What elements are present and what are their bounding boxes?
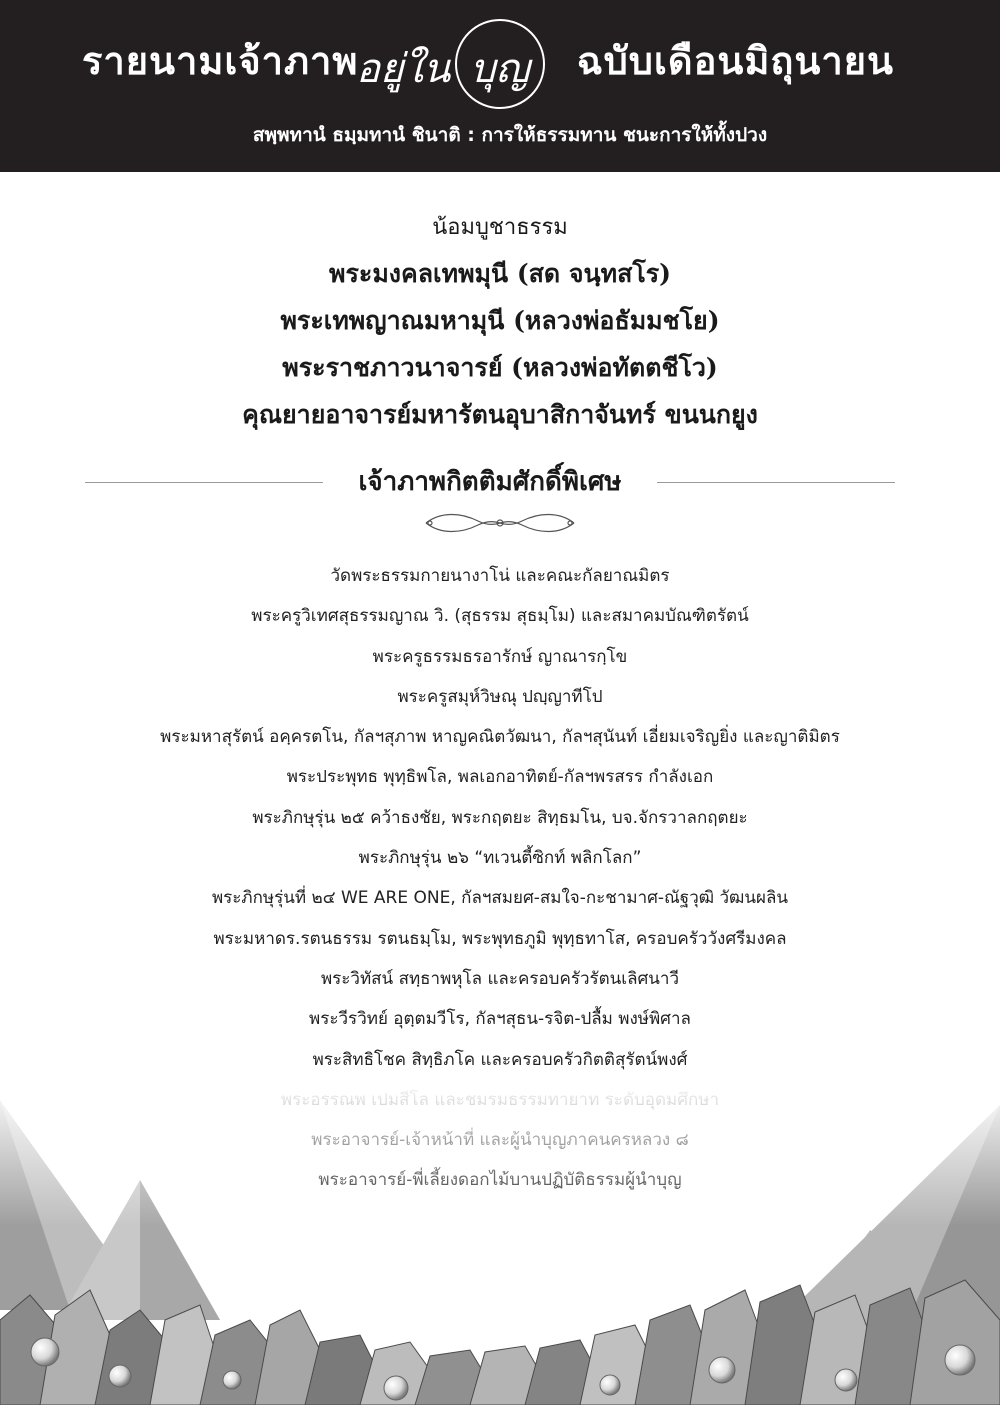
logo-text-right: บุญ	[470, 46, 530, 92]
host-line: พระครูธรรมธรอารักษ์ ญาณารกฺโข	[372, 646, 628, 667]
header-title-left: รายนามเจ้าภาพ	[82, 39, 359, 83]
host-line: พระภิกษุรุ่นที่ ๒๔ WE ARE ONE, กัลฯสมยศ-สมใจ-กะชามาศ-ณัฐวุฒิ วัฒนผลิน	[211, 888, 789, 909]
dedication-name: พระเทพญาณมหามุนี (หลวงพ่อธัมมชโย)	[280, 306, 720, 335]
section-title: เจ้าภาพกิตติมศักดิ์พิเศษ	[358, 467, 622, 497]
logo-text-left: อยู่ใน	[356, 46, 451, 92]
dedication-intro: น้อมบูชาธรรม	[432, 215, 568, 240]
host-line: พระครูสมุห์วิษณุ ปญฺญาทีโป	[397, 686, 603, 707]
magazine-logo	[350, 16, 590, 114]
host-line: พระมหาสุรัตน์ อคฺครตโน, กัลฯสุภาพ หาญคณิตวัฒนา, กัลฯสุนันท์ เอี่ยมเจริญยิ่ง และญาติมิตร	[160, 727, 840, 748]
host-line: พระวีรวิทย์ อุตฺตมวีโร, กัลฯสุธน-รจิต-ปลื้ม พงษ์พิศาล	[309, 1009, 691, 1030]
dedication-name: พระราชภาวนาจารย์ (หลวงพ่อทัตตชีโว)	[282, 353, 718, 382]
section-heading	[85, 462, 895, 502]
host-line: พระครูวิเทศสุธรรมญาณ วิ. (สุธรรม สุธมฺโม) และสมาคมบัณฑิตรัตน์	[251, 606, 749, 627]
host-line: พระประพุทธ พุทฺธิพโล, พลเอกอาทิตย์-กัลฯพรสรร กำลังเอก	[286, 767, 714, 788]
flourish-ornament-icon	[420, 510, 580, 536]
host-line: พระสิทธิโชค สิทฺธิภโค และครอบครัวกิตติสุรัตน์พงศ์	[312, 1049, 688, 1070]
header-banner	[0, 0, 1000, 172]
dedication-name: คุณยายอาจารย์มหารัตนอุบาสิกาจันทร์ ขนนกยูง	[242, 400, 758, 429]
divider-right	[657, 482, 895, 483]
header-title-right: ฉบับเดือนมิถุนายน	[576, 39, 894, 83]
pyramid-crystal-scenery	[0, 1080, 1000, 1405]
dedication-block	[0, 210, 1000, 438]
host-line: พระมหาดร.รตนธรรม รตนธมฺโม, พระพุทธภูมิ พุทฺธทาโส, ครอบครัววังศรีมงคล	[213, 928, 787, 949]
host-line: พระภิกษุรุ่น ๒๖ “ทเวนตี้ซิกท์ พลิกโลก”	[358, 848, 642, 869]
header-subtitle: สพฺพทานํ ธมฺมทานํ ชินาติ : การให้ธรรมทาน ชนะการให้ทั้งปวง	[252, 124, 768, 146]
host-line: วัดพระธรรมกายนางาโน่ และคณะกัลยาณมิตร	[330, 566, 670, 586]
dedication-name: พระมงคลเทพมุนี (สด จนฺทสโร)	[328, 259, 672, 288]
host-line: พระวิทัสน์ สทฺธาพหุโล และครอบครัวรัตนเลิศนาวี	[320, 968, 680, 989]
host-line: พระภิกษุรุ่น ๒๕ คว้าธงชัย, พระกฤตยะ สิทฺธมโน, บจ.จักรวาลกฤตยะ	[252, 807, 748, 828]
